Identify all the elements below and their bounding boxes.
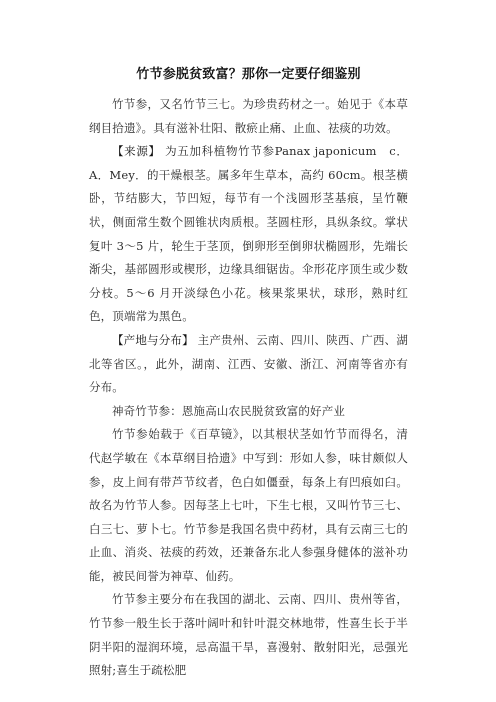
distribution-tag: 【产地与分布】 — [112, 332, 194, 347]
intro-paragraph: 竹节参，又名竹节三七。为珍贵药材之一。始见于《本草纲目拾遗》。具有滋补壮阳、散瘀止痛、止血、祛痰的功效。 — [89, 97, 408, 135]
source-paragraph — [89, 140, 408, 329]
section-subheading: 神奇竹节参：恩施高山农民脱贫致富的好产业 — [112, 403, 345, 418]
distribution-paragraph — [89, 329, 408, 400]
history-paragraph: 竹节参始载于《百草镜》，以其根状茎如竹节而得名，清代赵学敏在《本草纲目拾遗》中写到：形如人参，味甘颇似人参，皮上间有带芦节纹者，色白如僵蚕，每条上有凹痕如臼。故名为竹节人参。因每茎上七叶，下生七根，又叫竹节三七、白三七、萝卜七。竹节参是我国名贵中药材，具有云南三七的止血、消炎、祛痰的药效，还兼备东北人参强身健体的滋补功能，被民间誉为神草、仙药。 — [89, 427, 408, 583]
document-title: 竹节参脱贫致富？那你一定要仔细鉴别 — [136, 67, 361, 82]
source-text: 为五加科植物竹节参Panax japonicum c．A．Mey．的干燥根茎。属多年生草本，高约 60cm。根茎横卧，节结膨大，节凹短，每节有一个浅圆形茎基痕，呈竹鞭状，侧面常生数个圆锥状肉质根。茎圆柱形，具纵条纹。掌状复叶 3～5 片，轮生于茎顶，倒卵形至倒卵状椭圆形，先端长渐尖，基部圆形或楔形，边缘具细锯齿。伞形花序顶生或少数分枝。5～6 月开淡绿色小花。核果浆果状，球形，熟时红色，顶端常为黑色。 — [89, 144, 408, 324]
habitat-paragraph: 竹节参主要分布在我国的湖北、云南、四川、贵州等省，竹节参一般生长于落叶阔叶和针叶混交林地带，性喜生长于半阴半阳的湿润环境，忌高温干旱，喜漫射、散射阳光，忌强光照射;喜生于疏松肥 — [89, 592, 408, 678]
distribution-text: 主产贵州、云南、四川、陕西、广西、湖北等省区。，此外，湖南、江西、安徽、浙江、河南等省亦有分布。 — [89, 332, 408, 395]
source-tag: 【来源】 — [112, 144, 161, 159]
